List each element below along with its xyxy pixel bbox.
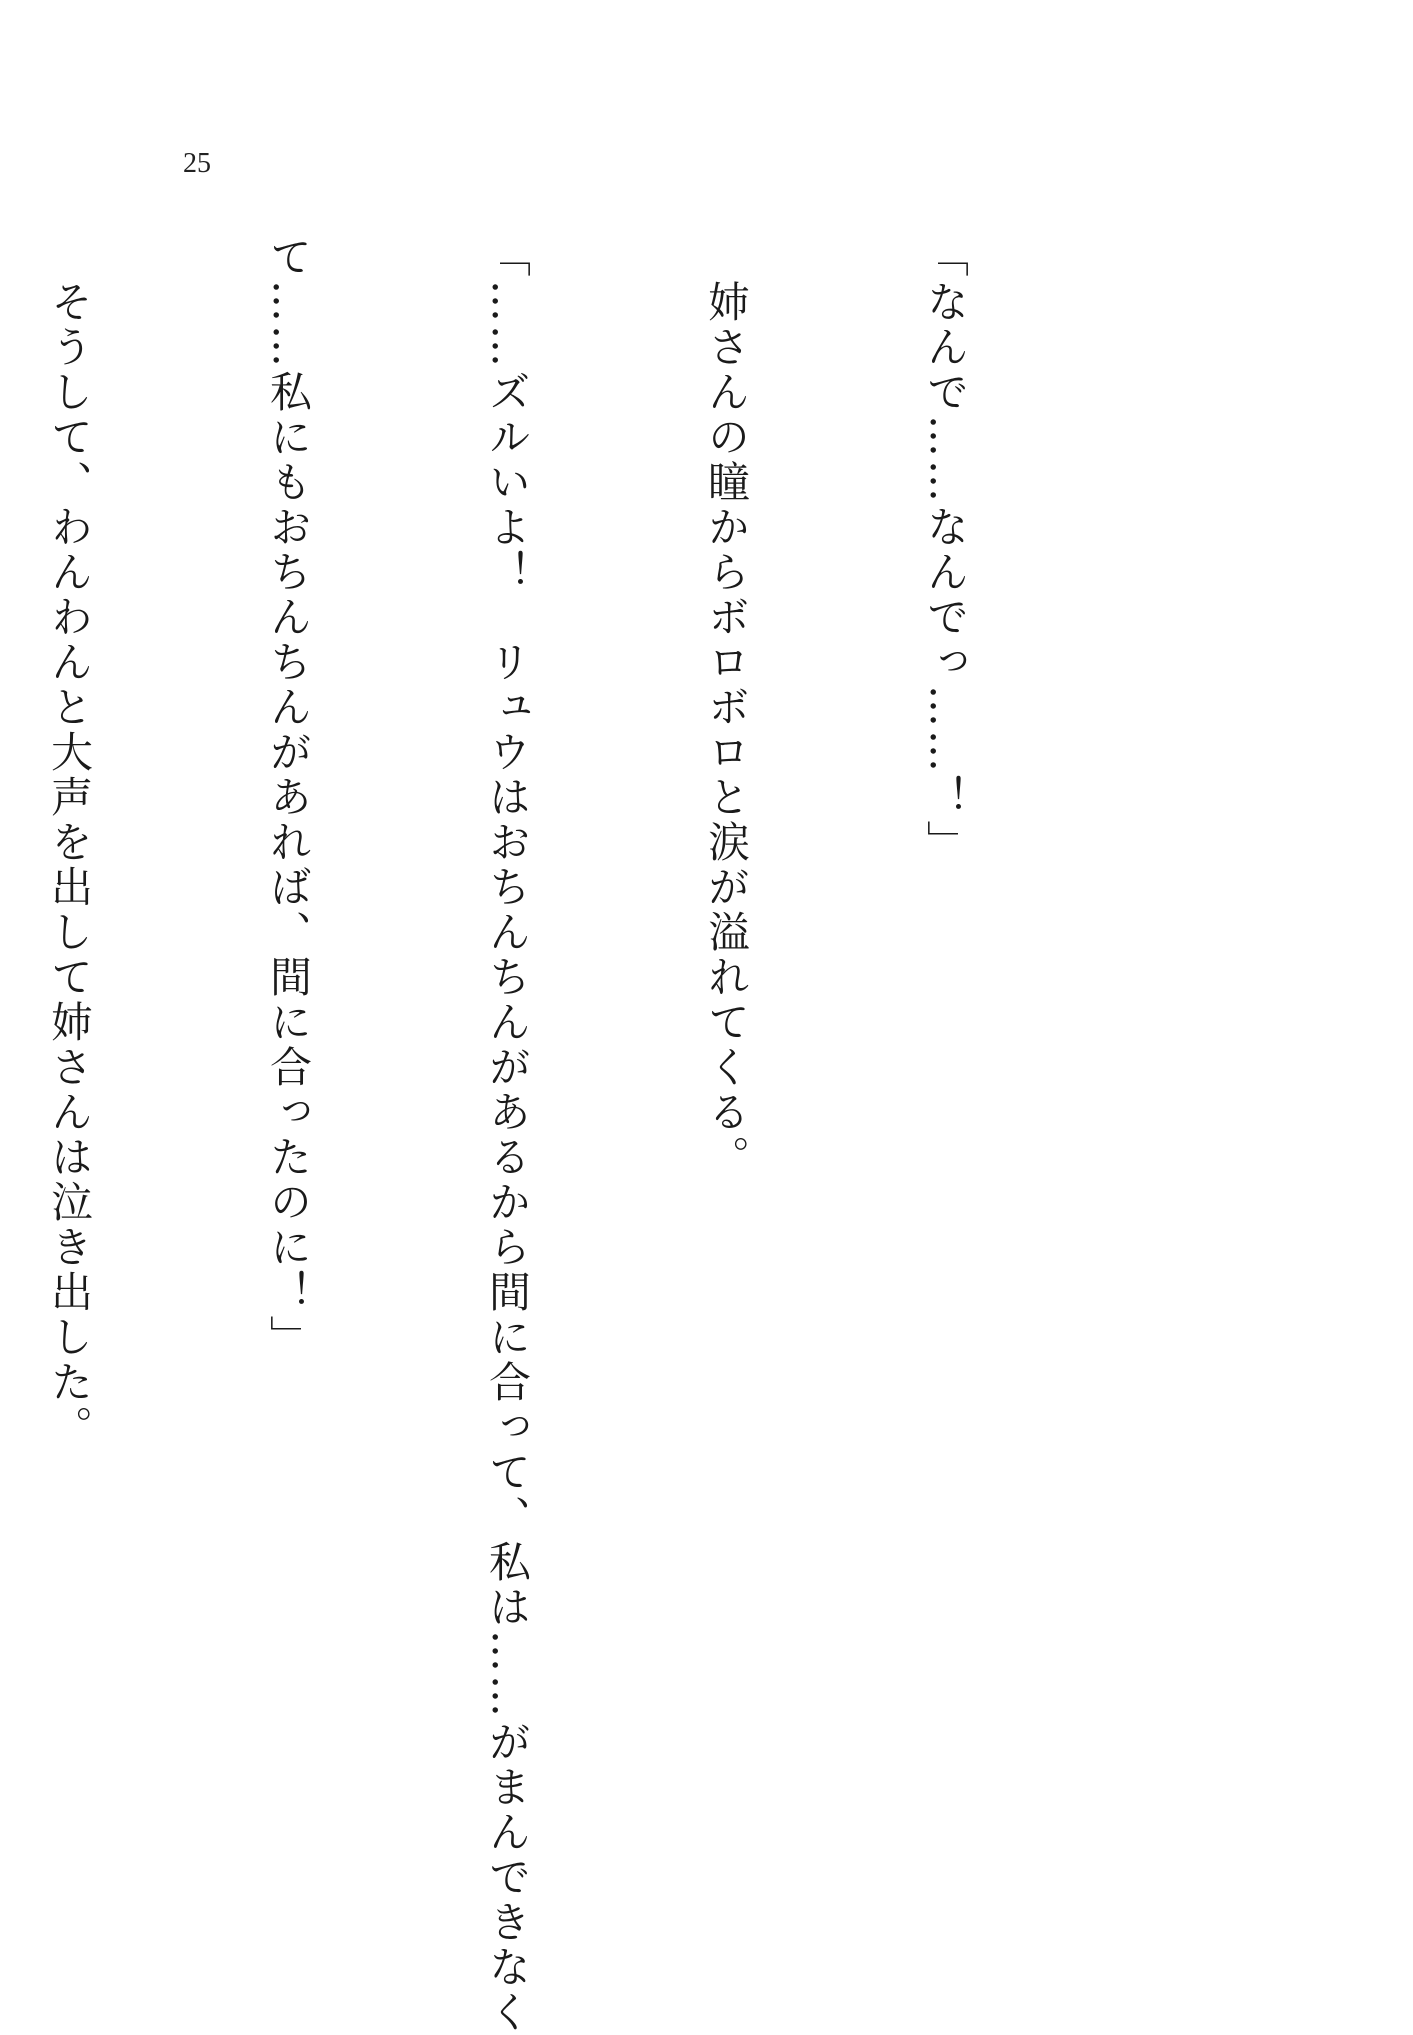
text-line: 「なんで……なんでっ……！」 xyxy=(921,235,970,865)
text-line: そうして、わんわんと大声を出して姉さんは泣き出した。 xyxy=(45,235,94,1450)
text-line: 「……ズルいよ！ リュウはおちんちんがあるから間に合って、私は……がまんできなく xyxy=(483,235,532,2035)
text-line: 姉さんの瞳からボロボロと涙が溢れてくる。 xyxy=(702,235,751,1180)
page-number: 25 xyxy=(183,148,211,179)
body-text xyxy=(0,235,1128,2035)
text-line: て……私にもおちんちんがあれば、間に合ったのに！」 xyxy=(264,235,313,1360)
